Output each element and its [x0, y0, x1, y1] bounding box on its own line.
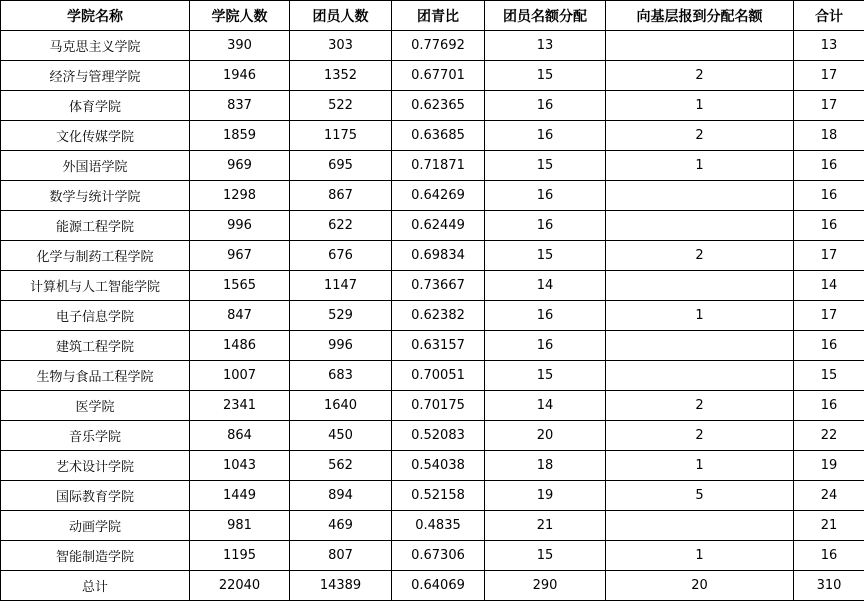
- cell-college-count: 1195: [190, 541, 290, 571]
- cell-grassroots-quota: 1: [606, 541, 794, 571]
- cell-grassroots-quota: 1: [606, 151, 794, 181]
- cell-member-count: 14389: [290, 571, 392, 601]
- cell-total: 21: [794, 511, 864, 541]
- cell-ratio: 0.69834: [392, 241, 485, 271]
- header-college-count: 学院人数: [190, 1, 290, 31]
- cell-member-count: 469: [290, 511, 392, 541]
- cell-member-count: 1175: [290, 121, 392, 151]
- cell-total: 24: [794, 481, 864, 511]
- cell-total: 16: [794, 541, 864, 571]
- cell-quota: 20: [485, 421, 606, 451]
- cell-college-name: 总计: [1, 571, 190, 601]
- header-college-name: 学院名称: [1, 1, 190, 31]
- cell-college-name: 马克思主义学院: [1, 31, 190, 61]
- cell-college-count: 1946: [190, 61, 290, 91]
- cell-college-count: 837: [190, 91, 290, 121]
- table-row: [1, 541, 864, 571]
- cell-total: 17: [794, 61, 864, 91]
- cell-total: 16: [794, 151, 864, 181]
- table-body: [1, 31, 864, 601]
- cell-quota: 14: [485, 271, 606, 301]
- cell-college-count: 1486: [190, 331, 290, 361]
- cell-quota: 15: [485, 361, 606, 391]
- cell-grassroots-quota: 20: [606, 571, 794, 601]
- cell-quota: 16: [485, 181, 606, 211]
- cell-member-count: 1147: [290, 271, 392, 301]
- cell-total: 16: [794, 391, 864, 421]
- cell-ratio: 0.67701: [392, 61, 485, 91]
- cell-college-count: 967: [190, 241, 290, 271]
- cell-member-count: 996: [290, 331, 392, 361]
- cell-college-name: 智能制造学院: [1, 541, 190, 571]
- table-row: [1, 241, 864, 271]
- cell-quota: 16: [485, 121, 606, 151]
- cell-quota: 21: [485, 511, 606, 541]
- cell-grassroots-quota: 2: [606, 391, 794, 421]
- cell-college-name: 外国语学院: [1, 151, 190, 181]
- cell-quota: 16: [485, 331, 606, 361]
- cell-total: 18: [794, 121, 864, 151]
- table-row: [1, 121, 864, 151]
- header-member-count: 团员人数: [290, 1, 392, 31]
- cell-college-count: 996: [190, 211, 290, 241]
- header-grassroots-quota: 向基层报到分配名额: [606, 1, 794, 31]
- table-row: [1, 301, 864, 331]
- cell-total: 17: [794, 91, 864, 121]
- cell-grassroots-quota: [606, 31, 794, 61]
- cell-total: 17: [794, 241, 864, 271]
- table-row: [1, 421, 864, 451]
- cell-college-count: 1007: [190, 361, 290, 391]
- cell-college-name: 化学与制药工程学院: [1, 241, 190, 271]
- cell-member-count: 683: [290, 361, 392, 391]
- cell-member-count: 562: [290, 451, 392, 481]
- cell-member-count: 894: [290, 481, 392, 511]
- table-row: [1, 451, 864, 481]
- cell-grassroots-quota: 5: [606, 481, 794, 511]
- cell-quota: 15: [485, 151, 606, 181]
- header-total: 合计: [794, 1, 864, 31]
- cell-ratio: 0.62382: [392, 301, 485, 331]
- cell-ratio: 0.63157: [392, 331, 485, 361]
- cell-total: 14: [794, 271, 864, 301]
- cell-college-count: 969: [190, 151, 290, 181]
- cell-total: 310: [794, 571, 864, 601]
- cell-college-name: 体育学院: [1, 91, 190, 121]
- cell-college-count: 1298: [190, 181, 290, 211]
- cell-quota: 16: [485, 91, 606, 121]
- header-ratio: 团青比: [392, 1, 485, 31]
- table-row: [1, 391, 864, 421]
- cell-college-name: 数学与统计学院: [1, 181, 190, 211]
- cell-ratio: 0.71871: [392, 151, 485, 181]
- cell-member-count: 807: [290, 541, 392, 571]
- cell-college-name: 艺术设计学院: [1, 451, 190, 481]
- table-row: [1, 271, 864, 301]
- cell-quota: 15: [485, 61, 606, 91]
- cell-member-count: 1352: [290, 61, 392, 91]
- cell-ratio: 0.4835: [392, 511, 485, 541]
- cell-ratio: 0.70051: [392, 361, 485, 391]
- cell-quota: 15: [485, 241, 606, 271]
- total-row: [1, 571, 864, 601]
- cell-ratio: 0.52158: [392, 481, 485, 511]
- table-row: [1, 331, 864, 361]
- cell-college-name: 建筑工程学院: [1, 331, 190, 361]
- cell-college-name: 能源工程学院: [1, 211, 190, 241]
- cell-college-count: 847: [190, 301, 290, 331]
- cell-college-name: 计算机与人工智能学院: [1, 271, 190, 301]
- cell-quota: 290: [485, 571, 606, 601]
- cell-member-count: 622: [290, 211, 392, 241]
- cell-grassroots-quota: 2: [606, 121, 794, 151]
- cell-grassroots-quota: 2: [606, 241, 794, 271]
- table-row: [1, 361, 864, 391]
- cell-quota: 16: [485, 211, 606, 241]
- cell-grassroots-quota: 1: [606, 451, 794, 481]
- cell-ratio: 0.64269: [392, 181, 485, 211]
- cell-quota: 14: [485, 391, 606, 421]
- cell-college-count: 864: [190, 421, 290, 451]
- cell-total: 16: [794, 211, 864, 241]
- table-row: [1, 481, 864, 511]
- cell-total: 19: [794, 451, 864, 481]
- cell-grassroots-quota: 1: [606, 301, 794, 331]
- cell-grassroots-quota: 2: [606, 421, 794, 451]
- cell-grassroots-quota: [606, 361, 794, 391]
- cell-quota: 18: [485, 451, 606, 481]
- cell-college-name: 音乐学院: [1, 421, 190, 451]
- cell-total: 16: [794, 331, 864, 361]
- cell-ratio: 0.73667: [392, 271, 485, 301]
- cell-ratio: 0.62449: [392, 211, 485, 241]
- cell-grassroots-quota: 2: [606, 61, 794, 91]
- cell-ratio: 0.54038: [392, 451, 485, 481]
- cell-ratio: 0.63685: [392, 121, 485, 151]
- cell-college-count: 981: [190, 511, 290, 541]
- cell-college-name: 文化传媒学院: [1, 121, 190, 151]
- cell-member-count: 303: [290, 31, 392, 61]
- cell-member-count: 529: [290, 301, 392, 331]
- cell-grassroots-quota: [606, 271, 794, 301]
- cell-college-count: 1043: [190, 451, 290, 481]
- table-row: [1, 151, 864, 181]
- cell-college-count: 1565: [190, 271, 290, 301]
- cell-ratio: 0.62365: [392, 91, 485, 121]
- cell-quota: 16: [485, 301, 606, 331]
- cell-member-count: 867: [290, 181, 392, 211]
- table-header-row: [1, 1, 864, 31]
- cell-ratio: 0.64069: [392, 571, 485, 601]
- cell-grassroots-quota: [606, 211, 794, 241]
- cell-college-name: 电子信息学院: [1, 301, 190, 331]
- cell-ratio: 0.52083: [392, 421, 485, 451]
- cell-total: 22: [794, 421, 864, 451]
- cell-member-count: 522: [290, 91, 392, 121]
- cell-total: 13: [794, 31, 864, 61]
- cell-college-count: 22040: [190, 571, 290, 601]
- cell-college-name: 经济与管理学院: [1, 61, 190, 91]
- cell-college-name: 医学院: [1, 391, 190, 421]
- table-row: [1, 31, 864, 61]
- cell-college-name: 生物与食品工程学院: [1, 361, 190, 391]
- cell-grassroots-quota: 1: [606, 91, 794, 121]
- table-row: [1, 181, 864, 211]
- cell-member-count: 450: [290, 421, 392, 451]
- cell-quota: 15: [485, 541, 606, 571]
- cell-quota: 13: [485, 31, 606, 61]
- cell-ratio: 0.77692: [392, 31, 485, 61]
- cell-grassroots-quota: [606, 511, 794, 541]
- cell-grassroots-quota: [606, 181, 794, 211]
- cell-college-count: 1449: [190, 481, 290, 511]
- cell-college-name: 国际教育学院: [1, 481, 190, 511]
- cell-college-name: 动画学院: [1, 511, 190, 541]
- cell-total: 16: [794, 181, 864, 211]
- cell-member-count: 695: [290, 151, 392, 181]
- header-quota: 团员名额分配: [485, 1, 606, 31]
- cell-grassroots-quota: [606, 331, 794, 361]
- table-row: [1, 91, 864, 121]
- table-row: [1, 61, 864, 91]
- cell-ratio: 0.70175: [392, 391, 485, 421]
- cell-total: 15: [794, 361, 864, 391]
- cell-ratio: 0.67306: [392, 541, 485, 571]
- cell-member-count: 1640: [290, 391, 392, 421]
- cell-college-count: 2341: [190, 391, 290, 421]
- cell-college-count: 1859: [190, 121, 290, 151]
- table-row: [1, 511, 864, 541]
- cell-quota: 19: [485, 481, 606, 511]
- cell-college-count: 390: [190, 31, 290, 61]
- cell-total: 17: [794, 301, 864, 331]
- cell-member-count: 676: [290, 241, 392, 271]
- table-row: [1, 211, 864, 241]
